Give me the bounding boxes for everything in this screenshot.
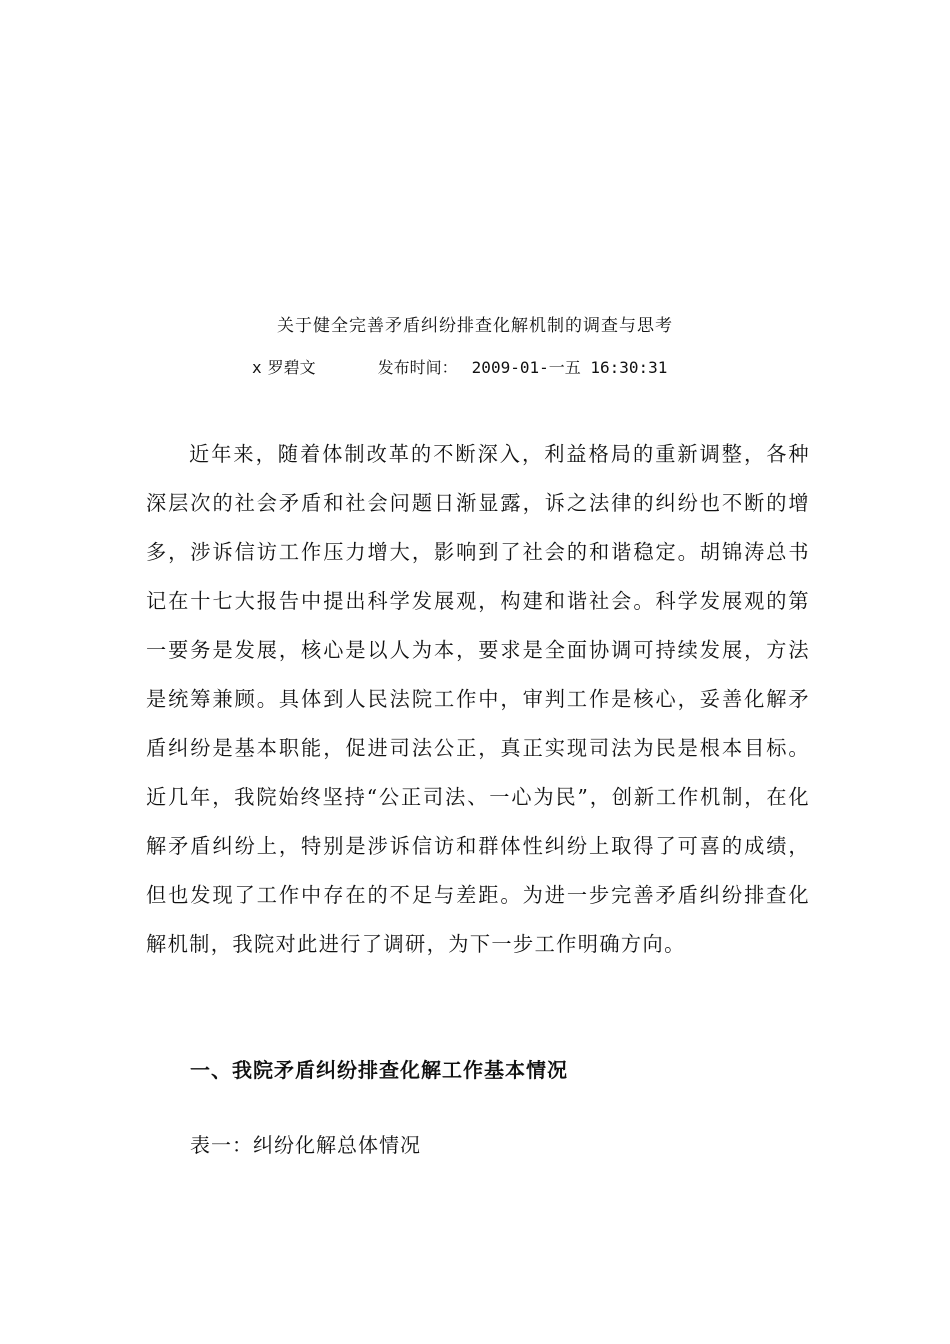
table-caption: 表一：纠纷化解总体情况 — [190, 1133, 421, 1157]
author-name: 罗碧文 — [267, 358, 316, 377]
document-title: 关于健全完善矛盾纠纷排查化解机制的调查与思考 — [277, 316, 673, 336]
section-heading: 一、我院矛盾纠纷排查化解工作基本情况 — [190, 1058, 568, 1082]
document-meta — [252, 354, 667, 382]
author-prefix: x — [252, 358, 262, 377]
intro-paragraph: 近年来，随着体制改革的不断深入，利益格局的重新调整，各种深层次的社会矛盾和社会问题日渐显露，诉之法律的纠纷也不断的增多，涉诉信访工作压力增大，影响到了社会的和谐稳定。胡锦涛总书记在十七大报告中提出科学发展观，构建和谐社会。科学发展观的第一要务是发展，核心是以人为本，要求是全面协调可持续发展，方法是统筹兼顾。具体到人民法院工作中，审判工作是核心，妥善化解矛盾纠纷是基本职能，促进司法公正，真正实现司法为民是根本目标。近几年，我院始终坚持“公正司法、一心为民”，创新工作机制，在化解矛盾纠纷上，特别是涉诉信访和群体性纠纷上取得了可喜的成绩，但也发现了工作中存在的不足与差距。为进一步完善矛盾纠纷排查化解机制，我院对此进行了调研，为下一步工作明确方向。 — [146, 442, 810, 956]
published-datetime: 2009-01-一五 16:30:31 — [471, 358, 668, 377]
published-label: 发布时间： — [377, 358, 458, 377]
